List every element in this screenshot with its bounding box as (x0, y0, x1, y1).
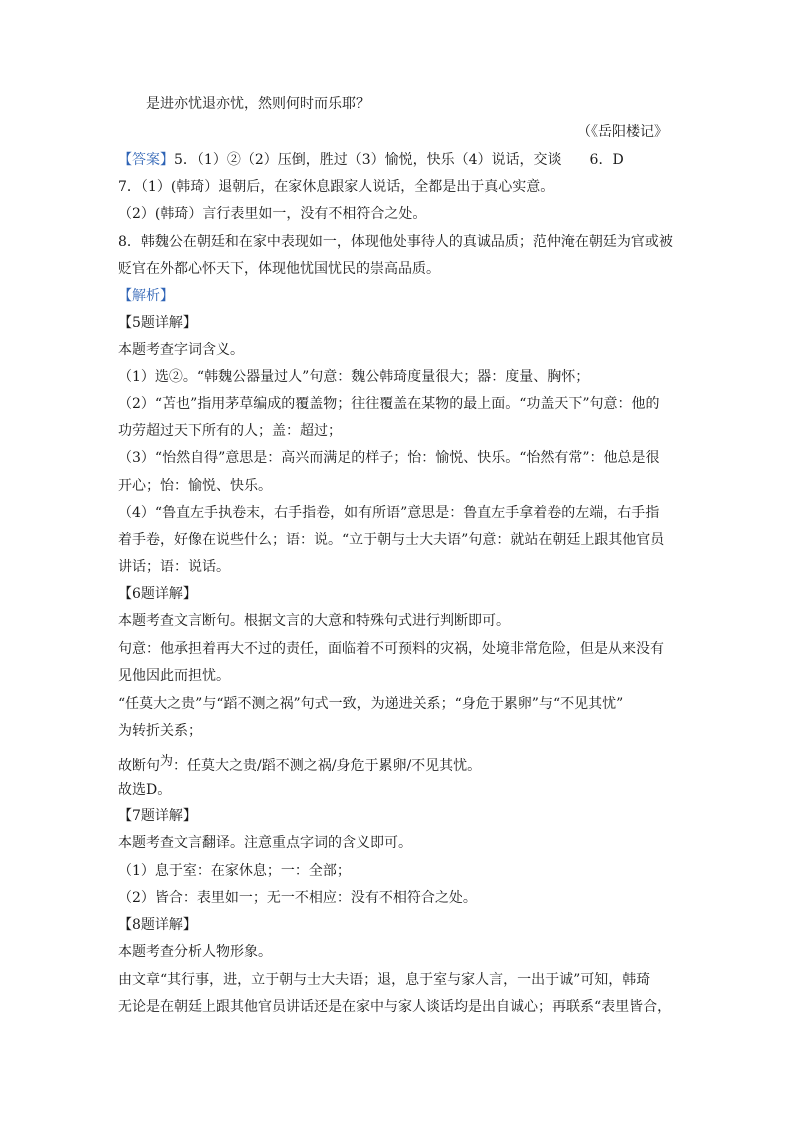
q6-structure-line-1: “任莫大之贵”与“蹈不测之祸”句式一致，为递进关系；“身危于累卵”与“不见其忧” (118, 696, 624, 712)
q7-item-2: （2）皆合：表里如一；无一不相应：没有不相符合之处。 (118, 890, 477, 906)
q8-body-line-1: 由文章“其行事，进，立于朝与士大夫语；退，息于室与家人言，一出于诚”可知，韩琦 (118, 972, 651, 988)
q6-punctuation (118, 756, 481, 777)
poem-source: （《岳阳楼记》 (577, 124, 668, 140)
q5-item-2-line-1: （2）“苫也”指用茅草编成的覆盖物；往往覆盖在某物的最上面。“功盖天下”句意：他的 (118, 396, 660, 412)
q5-heading: 【5题详解】 (118, 315, 197, 331)
q6-meaning-line-1: 句意：他承担着再大不过的责任，面临着不可预料的灾祸，处境非常危险，但是从来没有 (118, 641, 664, 657)
q5-intro: 本题考查字词含义。 (118, 342, 244, 358)
q6-conclusion: 故选D。 (118, 782, 172, 798)
q8-heading: 【8题详解】 (118, 917, 197, 933)
q6-structure-line-2: 为转折关系； (118, 723, 202, 739)
answer-8-line-2: 贬官在外都心怀天下，体现他忧国忧民的崇高品质。 (118, 261, 440, 277)
answer-line (118, 150, 624, 170)
q5-item-4-line-2: 着手卷，好像在说些什么；语：说。“立于朝与士大夫语”句意：就站在朝廷上跟其他官员 (118, 532, 665, 548)
analysis-heading: 【解析】 (118, 288, 174, 304)
q5-item-3-line-1: （3）“怡然自得”意思是：高兴而满足的样子；怡：愉悦、快乐。“怡然有常”：他总是很 (118, 450, 660, 466)
answer-5-6: 5．（1）②（2）压倒，胜过（3）愉悦，快乐（4）说话，交谈 6．D (174, 152, 624, 168)
q8-body-line-2: 无论是在朝廷上跟其他官员讲话还是在家中与家人谈话均是出自诚心；再联系“表里皆合， (118, 999, 672, 1015)
answer-8-line-1: 8．韩魏公在朝廷和在家中表现如一，体现他处事待人的真诚品质；范仲淹在朝廷为官或被 (118, 234, 673, 250)
q7-intro: 本题考查文言翻译。注意重点字词的含义即可。 (118, 835, 412, 851)
q5-item-3-line-2: 开心；怡：愉悦、快乐。 (118, 478, 272, 494)
answer-7-2: （2）(韩琦）言行表里如一，没有不相符合之处。 (118, 206, 427, 222)
q6-meaning-line-2: 见他因此而担忧。 (118, 668, 230, 684)
q8-intro: 本题考查分析人物形象。 (118, 944, 272, 960)
q6-heading: 【6题详解】 (118, 586, 197, 602)
q6-intro: 本题考查文言断句。根据文言的大意和特殊句式进行判断即可。 (118, 613, 510, 629)
q7-item-1: （1）息于室：在家休息；一：全部； (118, 863, 351, 879)
q6-punctuation-result: ：任莫大之贵/蹈不测之祸/身危于累卵/不见其忧。 (173, 758, 482, 774)
q6-punctuation-lead: 故断句 (118, 758, 160, 774)
q6-punctuation-wei: 为 (160, 754, 174, 769)
q5-item-4-line-1: （4）“鲁直左手执卷末，右手指卷，如有所语”意思是：鲁直左手拿着卷的左端，右手指 (118, 505, 660, 521)
answer-7-1: 7．（1）(韩琦）退朝后，在家休息跟家人说话，全都是出于真心实意。 (118, 179, 555, 195)
q7-heading: 【7题详解】 (118, 808, 197, 824)
answer-tag: 【答案】 (118, 152, 174, 168)
q5-item-1: （1）选②。“韩魏公器量过人”句意：魏公韩琦度量很大；器：度量、胸怀； (118, 369, 590, 385)
q5-item-2-line-2: 功劳超过天下所有的人；盖：超过； (118, 423, 342, 439)
q5-item-4-line-3: 讲话；语：说话。 (118, 559, 230, 575)
poem-closing-line: 是进亦忧退亦忧，然则何时而乐耶？ (146, 96, 370, 112)
